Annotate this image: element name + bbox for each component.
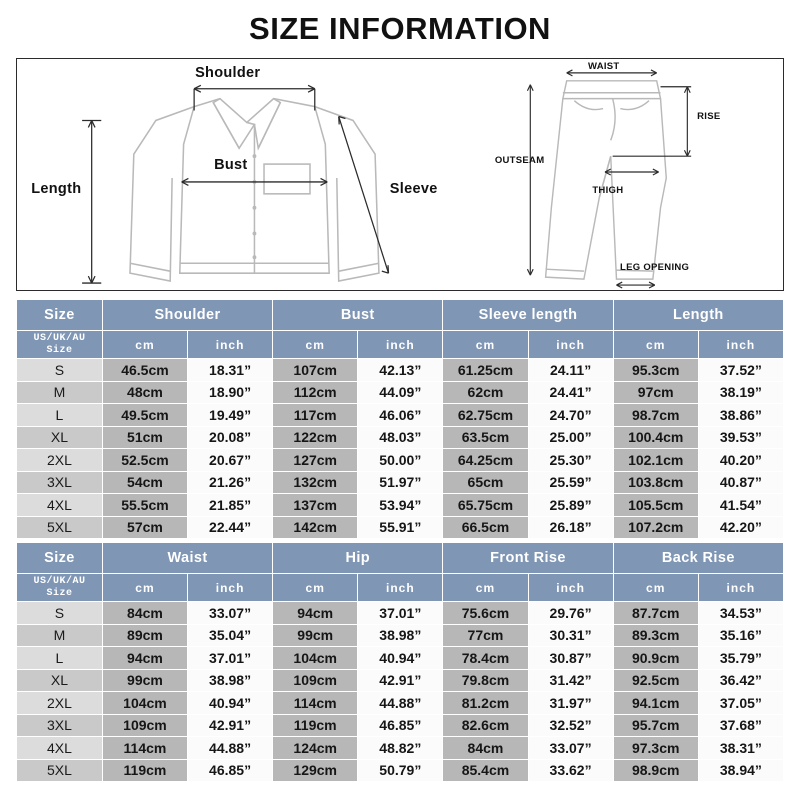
bottom-hip-in-5xl: 50.79” xyxy=(358,760,442,782)
bottom-front-cm-s: 75.6cm xyxy=(443,602,527,624)
top-shoulder-in-3xl: 21.26” xyxy=(188,472,272,494)
bottom-back-in-m: 35.16” xyxy=(699,625,783,647)
bottom-back-cm-4xl: 97.3cm xyxy=(614,737,698,759)
top-sleeve-in-4xl: 25.89” xyxy=(529,494,613,516)
bottom-unit-hip-inch: inch xyxy=(385,580,415,595)
top-header-group-2: Sleeve length xyxy=(443,300,612,330)
top-shoulder-in-xl: 20.08” xyxy=(188,427,272,449)
bottom-waist-in-m: 35.04” xyxy=(188,625,272,647)
top-unit-bust-cm: cm xyxy=(305,337,325,352)
bottom-front-cm-4xl: 84cm xyxy=(443,737,527,759)
top-length-cm-l: 98.7cm xyxy=(614,404,698,426)
bottom-hip-cm-xl: 109cm xyxy=(273,670,357,692)
top-unit-shoulder-cm: cm xyxy=(135,337,155,352)
table-row xyxy=(17,382,783,404)
bottom-waist-in-3xl: 42.91” xyxy=(188,715,272,737)
top-sleeve-in-m: 24.41” xyxy=(529,382,613,404)
bottom-front-in-2xl: 31.97” xyxy=(529,692,613,714)
bottom-unit-hip-cm: cm xyxy=(305,580,325,595)
bottom-back-in-3xl: 37.68” xyxy=(699,715,783,737)
top-length-cm-s: 95.3cm xyxy=(614,359,698,381)
top-bust-in-s: 42.13” xyxy=(358,359,442,381)
bottom-waist-cm-3xl: 109cm xyxy=(103,715,187,737)
shirt-icon xyxy=(17,59,492,290)
top-bust-cm-4xl: 137cm xyxy=(273,494,357,516)
table-row xyxy=(17,404,783,426)
top-size-5xl: 5XL xyxy=(17,517,102,539)
bottom-front-cm-xl: 79.8cm xyxy=(443,670,527,692)
bottom-table-unit-row xyxy=(17,574,783,601)
top-sleeve-cm-3xl: 65cm xyxy=(443,472,527,494)
top-bust-cm-5xl: 142cm xyxy=(273,517,357,539)
bottom-size-3xl: 3XL xyxy=(17,715,102,737)
bottom-size-5xl: 5XL xyxy=(17,760,102,782)
top-bust-cm-m: 112cm xyxy=(273,382,357,404)
top-sleeve-in-s: 24.11” xyxy=(529,359,613,381)
bottom-front-in-s: 29.76” xyxy=(529,602,613,624)
top-shoulder-in-m: 18.90” xyxy=(188,382,272,404)
bottom-size-table xyxy=(16,542,784,782)
top-length-in-m: 38.19” xyxy=(699,382,783,404)
top-sleeve-cm-l: 62.75cm xyxy=(443,404,527,426)
bottom-size-xl: XL xyxy=(17,670,102,692)
top-header-group-3: Length xyxy=(614,300,783,330)
top-sleeve-cm-s: 61.25cm xyxy=(443,359,527,381)
top-unit-shoulder-inch: inch xyxy=(215,337,245,352)
bottom-back-cm-s: 87.7cm xyxy=(614,602,698,624)
top-shoulder-cm-m: 48cm xyxy=(103,382,187,404)
table-row xyxy=(17,517,783,539)
top-size-l: L xyxy=(17,404,102,426)
top-bust-cm-3xl: 132cm xyxy=(273,472,357,494)
title-bar xyxy=(0,0,800,58)
bottom-table-group-row xyxy=(17,543,783,573)
top-shoulder-cm-l: 49.5cm xyxy=(103,404,187,426)
top-table-body xyxy=(17,359,783,538)
top-header-group-0: Shoulder xyxy=(103,300,272,330)
bottom-back-cm-xl: 92.5cm xyxy=(614,670,698,692)
bottom-back-cm-l: 90.9cm xyxy=(614,647,698,669)
bottom-waist-cm-s: 84cm xyxy=(103,602,187,624)
bottom-hip-in-l: 40.94” xyxy=(358,647,442,669)
bottom-table-head xyxy=(17,543,783,601)
shirt-label-length: Length xyxy=(31,181,82,197)
bottom-hip-cm-2xl: 114cm xyxy=(273,692,357,714)
top-sleeve-in-xl: 25.00” xyxy=(529,427,613,449)
top-table-head xyxy=(17,300,783,358)
bottom-header-size-sub-line1: US/UK/AU xyxy=(33,576,86,587)
bottom-hip-in-4xl: 48.82” xyxy=(358,737,442,759)
top-bust-cm-l: 117cm xyxy=(273,404,357,426)
bottom-back-cm-m: 89.3cm xyxy=(614,625,698,647)
table-row xyxy=(17,625,783,647)
top-size-xl: XL xyxy=(17,427,102,449)
bottom-unit-waist-cm: cm xyxy=(135,580,155,595)
bottom-waist-cm-4xl: 114cm xyxy=(103,737,187,759)
bottom-hip-in-3xl: 46.85” xyxy=(358,715,442,737)
bottom-size-4xl: 4XL xyxy=(17,737,102,759)
table-row xyxy=(17,647,783,669)
bottom-waist-cm-2xl: 104cm xyxy=(103,692,187,714)
top-bust-cm-xl: 122cm xyxy=(273,427,357,449)
bottom-waist-in-5xl: 46.85” xyxy=(188,760,272,782)
bottom-hip-cm-l: 104cm xyxy=(273,647,357,669)
bottom-hip-cm-s: 94cm xyxy=(273,602,357,624)
top-shoulder-in-s: 18.31” xyxy=(188,359,272,381)
table-row xyxy=(17,449,783,471)
top-shoulder-cm-xl: 51cm xyxy=(103,427,187,449)
bottom-back-in-2xl: 37.05” xyxy=(699,692,783,714)
top-bust-in-m: 44.09” xyxy=(358,382,442,404)
top-unit-bust-inch: inch xyxy=(385,337,415,352)
table-row xyxy=(17,737,783,759)
page-title: SIZE INFORMATION xyxy=(249,11,551,46)
shirt-label-bust: Bust xyxy=(214,157,248,173)
top-sleeve-cm-5xl: 66.5cm xyxy=(443,517,527,539)
bottom-table-body xyxy=(17,602,783,781)
top-header-size-sub xyxy=(17,331,102,358)
bottom-front-in-4xl: 33.07” xyxy=(529,737,613,759)
bottom-waist-in-s: 33.07” xyxy=(188,602,272,624)
bottom-front-cm-5xl: 85.4cm xyxy=(443,760,527,782)
pants-illustration xyxy=(492,59,783,290)
bottom-hip-cm-3xl: 119cm xyxy=(273,715,357,737)
bottom-back-in-l: 35.79” xyxy=(699,647,783,669)
bottom-hip-cm-m: 99cm xyxy=(273,625,357,647)
top-shoulder-in-2xl: 20.67” xyxy=(188,449,272,471)
bottom-hip-in-xl: 42.91” xyxy=(358,670,442,692)
top-length-cm-2xl: 102.1cm xyxy=(614,449,698,471)
top-sleeve-cm-4xl: 65.75cm xyxy=(443,494,527,516)
top-bust-in-l: 46.06” xyxy=(358,404,442,426)
top-length-cm-m: 97cm xyxy=(614,382,698,404)
top-sleeve-in-3xl: 25.59” xyxy=(529,472,613,494)
top-sleeve-cm-m: 62cm xyxy=(443,382,527,404)
bottom-header-group-0: Waist xyxy=(103,543,272,573)
bottom-size-2xl: 2XL xyxy=(17,692,102,714)
top-bust-in-2xl: 50.00” xyxy=(358,449,442,471)
bottom-back-cm-2xl: 94.1cm xyxy=(614,692,698,714)
top-length-in-4xl: 41.54” xyxy=(699,494,783,516)
top-length-in-5xl: 42.20” xyxy=(699,517,783,539)
bottom-hip-in-m: 38.98” xyxy=(358,625,442,647)
top-length-cm-xl: 100.4cm xyxy=(614,427,698,449)
table-row xyxy=(17,494,783,516)
top-length-cm-3xl: 103.8cm xyxy=(614,472,698,494)
top-bust-in-3xl: 51.97” xyxy=(358,472,442,494)
bottom-header-size-sub-line2: Size xyxy=(46,587,73,599)
bottom-header-size: Size xyxy=(17,543,102,573)
top-header-size: Size xyxy=(17,300,102,330)
table-row xyxy=(17,670,783,692)
top-table-unit-row xyxy=(17,331,783,358)
top-shoulder-cm-5xl: 57cm xyxy=(103,517,187,539)
top-shoulder-in-5xl: 22.44” xyxy=(188,517,272,539)
shirt-illustration xyxy=(17,59,492,290)
bottom-front-cm-m: 77cm xyxy=(443,625,527,647)
bottom-size-s: S xyxy=(17,602,102,624)
top-sleeve-in-5xl: 26.18” xyxy=(529,517,613,539)
table-row xyxy=(17,760,783,782)
bottom-unit-frontrise-cm: cm xyxy=(475,580,496,595)
pants-label-leg-opening: LEG OPENING xyxy=(619,262,690,273)
table-row xyxy=(17,602,783,624)
top-shoulder-cm-2xl: 52.5cm xyxy=(103,449,187,471)
top-sleeve-in-2xl: 25.30” xyxy=(529,449,613,471)
top-unit-length-cm: cm xyxy=(646,337,666,352)
top-shoulder-cm-4xl: 55.5cm xyxy=(103,494,187,516)
top-unit-sleeve-cm: cm xyxy=(475,337,496,352)
top-size-m: M xyxy=(17,382,102,404)
bottom-back-in-xl: 36.42” xyxy=(699,670,783,692)
bottom-hip-in-s: 37.01” xyxy=(358,602,442,624)
bottom-unit-backrise-inch: inch xyxy=(726,580,756,595)
top-shoulder-cm-3xl: 54cm xyxy=(103,472,187,494)
bottom-waist-cm-xl: 99cm xyxy=(103,670,187,692)
pants-label-thigh: THIGH xyxy=(592,185,624,196)
top-sleeve-cm-2xl: 64.25cm xyxy=(443,449,527,471)
bottom-front-in-5xl: 33.62” xyxy=(529,760,613,782)
size-tables xyxy=(16,299,784,782)
bottom-hip-in-2xl: 44.88” xyxy=(358,692,442,714)
top-sleeve-in-l: 24.70” xyxy=(529,404,613,426)
bottom-header-group-2: Front Rise xyxy=(443,543,612,573)
bottom-front-cm-3xl: 82.6cm xyxy=(443,715,527,737)
bottom-back-cm-5xl: 98.9cm xyxy=(614,760,698,782)
bottom-front-in-m: 30.31” xyxy=(529,625,613,647)
shirt-label-sleeve: Sleeve xyxy=(389,181,438,197)
bottom-size-m: M xyxy=(17,625,102,647)
bottom-size-l: L xyxy=(17,647,102,669)
top-length-in-s: 37.52” xyxy=(699,359,783,381)
pants-label-rise: RISE xyxy=(697,111,721,122)
bottom-unit-waist-inch: inch xyxy=(215,580,245,595)
top-bust-cm-2xl: 127cm xyxy=(273,449,357,471)
bottom-waist-cm-m: 89cm xyxy=(103,625,187,647)
pants-label-waist: WAIST xyxy=(587,61,620,72)
top-bust-cm-s: 107cm xyxy=(273,359,357,381)
bottom-waist-in-2xl: 40.94” xyxy=(188,692,272,714)
bottom-front-cm-2xl: 81.2cm xyxy=(443,692,527,714)
top-shoulder-in-l: 19.49” xyxy=(188,404,272,426)
bottom-waist-in-xl: 38.98” xyxy=(188,670,272,692)
pants-label-outseam: OUTSEAM xyxy=(494,155,545,166)
top-header-size-sub-line2: Size xyxy=(46,344,73,356)
top-length-in-l: 38.86” xyxy=(699,404,783,426)
top-bust-in-xl: 48.03” xyxy=(358,427,442,449)
bottom-back-cm-3xl: 95.7cm xyxy=(614,715,698,737)
bottom-unit-backrise-cm: cm xyxy=(646,580,666,595)
top-size-s: S xyxy=(17,359,102,381)
top-shoulder-cm-s: 46.5cm xyxy=(103,359,187,381)
top-header-size-sub-line1: US/UK/AU xyxy=(33,333,86,344)
bottom-hip-cm-4xl: 124cm xyxy=(273,737,357,759)
top-size-3xl: 3XL xyxy=(17,472,102,494)
top-size-2xl: 2XL xyxy=(17,449,102,471)
table-row xyxy=(17,359,783,381)
top-header-group-1: Bust xyxy=(273,300,442,330)
bottom-waist-in-l: 37.01” xyxy=(188,647,272,669)
top-length-in-xl: 39.53” xyxy=(699,427,783,449)
shirt-label-shoulder: Shoulder xyxy=(195,65,261,81)
table-row xyxy=(17,427,783,449)
top-bust-in-5xl: 55.91” xyxy=(358,517,442,539)
bottom-header-group-3: Back Rise xyxy=(614,543,783,573)
top-shoulder-in-4xl: 21.85” xyxy=(188,494,272,516)
table-row xyxy=(17,692,783,714)
bottom-back-in-s: 34.53” xyxy=(699,602,783,624)
top-sleeve-cm-xl: 63.5cm xyxy=(443,427,527,449)
bottom-waist-cm-5xl: 119cm xyxy=(103,760,187,782)
top-unit-sleeve-inch: inch xyxy=(556,337,585,352)
bottom-back-in-5xl: 38.94” xyxy=(699,760,783,782)
pants-icon xyxy=(492,59,783,290)
bottom-hip-cm-5xl: 129cm xyxy=(273,760,357,782)
top-length-in-2xl: 40.20” xyxy=(699,449,783,471)
top-length-cm-4xl: 105.5cm xyxy=(614,494,698,516)
table-row xyxy=(17,472,783,494)
bottom-waist-in-4xl: 44.88” xyxy=(188,737,272,759)
top-table-group-row xyxy=(17,300,783,330)
bottom-back-in-4xl: 38.31” xyxy=(699,737,783,759)
bottom-header-group-1: Hip xyxy=(273,543,442,573)
bottom-front-in-xl: 31.42” xyxy=(529,670,613,692)
bottom-waist-cm-l: 94cm xyxy=(103,647,187,669)
top-length-cm-5xl: 107.2cm xyxy=(614,517,698,539)
top-size-table xyxy=(16,299,784,539)
bottom-unit-frontrise-inch: inch xyxy=(556,580,585,595)
top-bust-in-4xl: 53.94” xyxy=(358,494,442,516)
top-length-in-3xl: 40.87” xyxy=(699,472,783,494)
bottom-front-cm-l: 78.4cm xyxy=(443,647,527,669)
top-unit-length-inch: inch xyxy=(726,337,756,352)
table-row xyxy=(17,715,783,737)
measurement-illustration-frame xyxy=(16,58,784,291)
bottom-header-size-sub xyxy=(17,574,102,601)
top-size-4xl: 4XL xyxy=(17,494,102,516)
bottom-front-in-3xl: 32.52” xyxy=(529,715,613,737)
bottom-front-in-l: 30.87” xyxy=(529,647,613,669)
